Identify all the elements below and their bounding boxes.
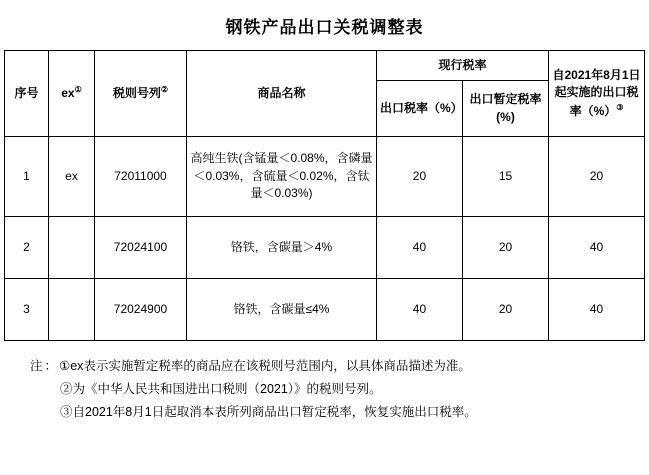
cell-new-rate: 20 xyxy=(549,137,645,217)
table-row xyxy=(4,137,644,217)
column-header-ex xyxy=(48,51,94,137)
cell-new-rate: 40 xyxy=(549,217,645,279)
cell-ex xyxy=(48,217,94,279)
column-header-current-rate-group: 现行税率 xyxy=(376,51,548,81)
column-header-export-temp-rate: 出口暂定税率(%) xyxy=(462,81,548,137)
table-header-row-1 xyxy=(4,51,644,81)
page-title: 钢铁产品出口关税调整表 xyxy=(225,18,424,37)
cell-name: 高纯生铁(含锰量＜0.08%，含磷量＜0.03%，含硫量＜0.02%，含钛量＜0.03%) xyxy=(186,137,376,217)
cell-export-temp-rate: 20 xyxy=(462,279,548,341)
table-body xyxy=(4,137,644,341)
table-header xyxy=(4,51,644,137)
cell-code: 72024100 xyxy=(94,217,186,279)
tariff-table xyxy=(4,50,645,341)
cell-export-rate: 40 xyxy=(376,279,462,341)
cell-export-rate: 40 xyxy=(376,217,462,279)
note-item-2: ②为《中华人民共和国进出口税则（2021）》的税则号列。 xyxy=(60,382,382,397)
cell-code: 72024900 xyxy=(94,279,186,341)
cell-seq: 1 xyxy=(4,137,48,217)
note-line-3 xyxy=(30,401,625,424)
cell-code: 72011000 xyxy=(94,137,186,217)
column-header-code-superscript: ② xyxy=(160,85,169,95)
notes-label: 注： xyxy=(30,359,60,373)
cell-ex: ex xyxy=(48,137,94,217)
cell-export-temp-rate: 15 xyxy=(462,137,548,217)
cell-ex xyxy=(48,279,94,341)
cell-seq: 2 xyxy=(4,217,48,279)
note-line-1 xyxy=(30,355,625,378)
table-row xyxy=(4,217,644,279)
cell-export-temp-rate: 20 xyxy=(462,217,548,279)
notes-section xyxy=(0,355,649,424)
note-item-3: ③自2021年8月1日起取消本表所列商品出口暂定税率，恢复实施出口税率。 xyxy=(60,405,477,420)
cell-export-rate: 20 xyxy=(376,137,462,217)
note-line-2 xyxy=(30,378,625,401)
column-header-code xyxy=(94,51,186,137)
note-item-1: ①ex表示实施暂定税率的商品应在该税则号范围内，以具体商品描述为准。 xyxy=(59,359,471,373)
table-row xyxy=(4,279,644,341)
column-header-code-text: 税则号列 xyxy=(112,86,161,101)
column-header-new-rate xyxy=(549,51,645,137)
cell-seq: 3 xyxy=(4,279,48,341)
column-header-ex-superscript: ① xyxy=(74,85,82,95)
column-header-new-rate-text: 自2021年8月1日起实施的出口税率（%） xyxy=(552,67,641,118)
column-header-seq: 序号 xyxy=(4,51,48,137)
column-header-ex-text: ex xyxy=(61,86,75,101)
cell-new-rate: 40 xyxy=(549,279,645,341)
cell-name: 铬铁，含碳量≤4% xyxy=(186,279,376,341)
column-header-new-rate-superscript: ③ xyxy=(616,102,624,112)
column-header-export-rate: 出口税率（%） xyxy=(376,81,462,137)
cell-name: 铬铁，含碳量＞4% xyxy=(186,217,376,279)
column-header-name: 商品名称 xyxy=(186,51,376,137)
